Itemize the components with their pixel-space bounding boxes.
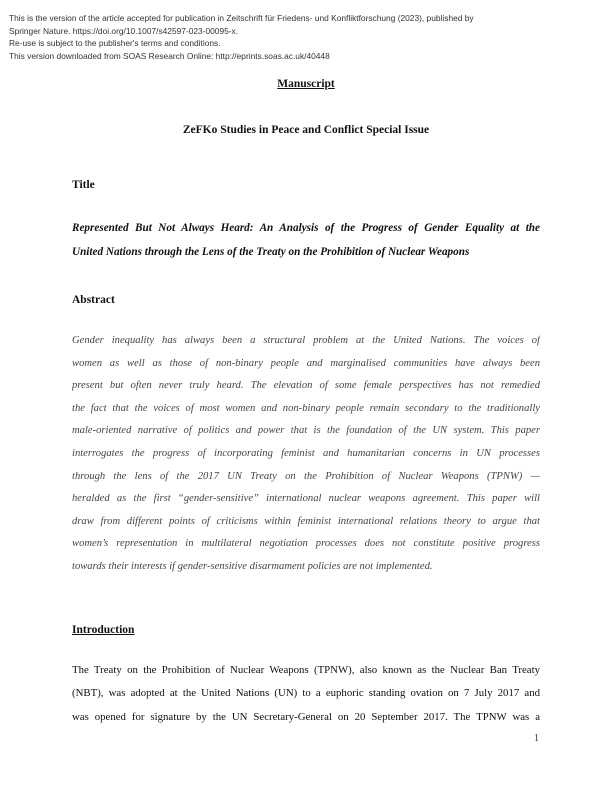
introduction-heading: Introduction [72, 624, 135, 636]
abstract-line: the fact that the voices of most women and non-binary people remain secondary to the traditionally [72, 402, 540, 414]
title-line: United Nations through the Lens of the Treaty on the Prohibition of Nuclear Weapons [72, 246, 470, 258]
abstract-line: heralded as the first “gender-sensitive” international nuclear weapons agreement. This paper will [72, 493, 540, 505]
special-issue-title: ZeFKo Studies in Peace and Conflict Special Issue [182, 124, 430, 136]
intro-line: (NBT), was adopted at the United Nations (UN) to a euphoric standing ovation on 7 July 2017 and [72, 687, 540, 700]
abstract-body [72, 330, 540, 579]
title-line: Represented But Not Always Heard: An Analysis of the Progress of Gender Equality at the [72, 222, 540, 234]
abstract-line: present but often never truly heard. The elevation of some female perspectives has not remedied [72, 380, 540, 392]
publisher-notice [9, 12, 549, 62]
notice-line-1: This is the version of the article accepted for publication in Zeitschrift für Friedens- und Konfliktforschung (2023), published by [9, 13, 474, 23]
abstract-line: towards their interests if gender-sensitive disarmament policies are not implemented. [72, 560, 433, 572]
intro-line: was opened for signature by the UN Secretary-General on 20 September 2017. The TPNW was a [72, 710, 540, 723]
abstract-line: women’s representation in multilateral negotiation processes does not constitute positive progress [72, 538, 540, 550]
abstract-line: interrogates the progress of incorporating feminist and humanitarian concerns in UN processes [72, 447, 540, 459]
abstract-line: through the lens of the 2017 UN Treaty on the Prohibition of Nuclear Weapons (TPNW) — [72, 470, 540, 482]
abstract-line: male-oriented narrative of politics and power that is the foundation of the UN system. This paper [72, 425, 540, 437]
abstract-heading: Abstract [72, 294, 115, 306]
notice-line-3: Re-use is subject to the publisher's terms and conditions. [9, 38, 221, 49]
intro-line: The Treaty on the Prohibition of Nuclear Weapons (TPNW), also known as the Nuclear Ban Treaty [72, 664, 540, 676]
title-heading: Title [72, 179, 95, 191]
introduction-body [72, 659, 540, 729]
article-title [72, 216, 540, 264]
notice-line-2: Springer Nature. https://doi.org/10.1007/s42597-023-00095-x. [9, 25, 239, 36]
page-number: 1 [534, 733, 539, 744]
abstract-line: draw from different points of criticisms within feminist international relations theory to argue that [72, 515, 540, 527]
abstract-line: Gender inequality has always been a structural problem at the United Nations. The voices of [72, 335, 540, 346]
notice-line-4: This version downloaded from SOAS Research Online: http://eprints.soas.ac.uk/40448 [9, 50, 330, 61]
manuscript-label: Manuscript [277, 78, 335, 90]
abstract-line: women as well as those of non-binary people and marginalised communities have always been [72, 357, 540, 369]
